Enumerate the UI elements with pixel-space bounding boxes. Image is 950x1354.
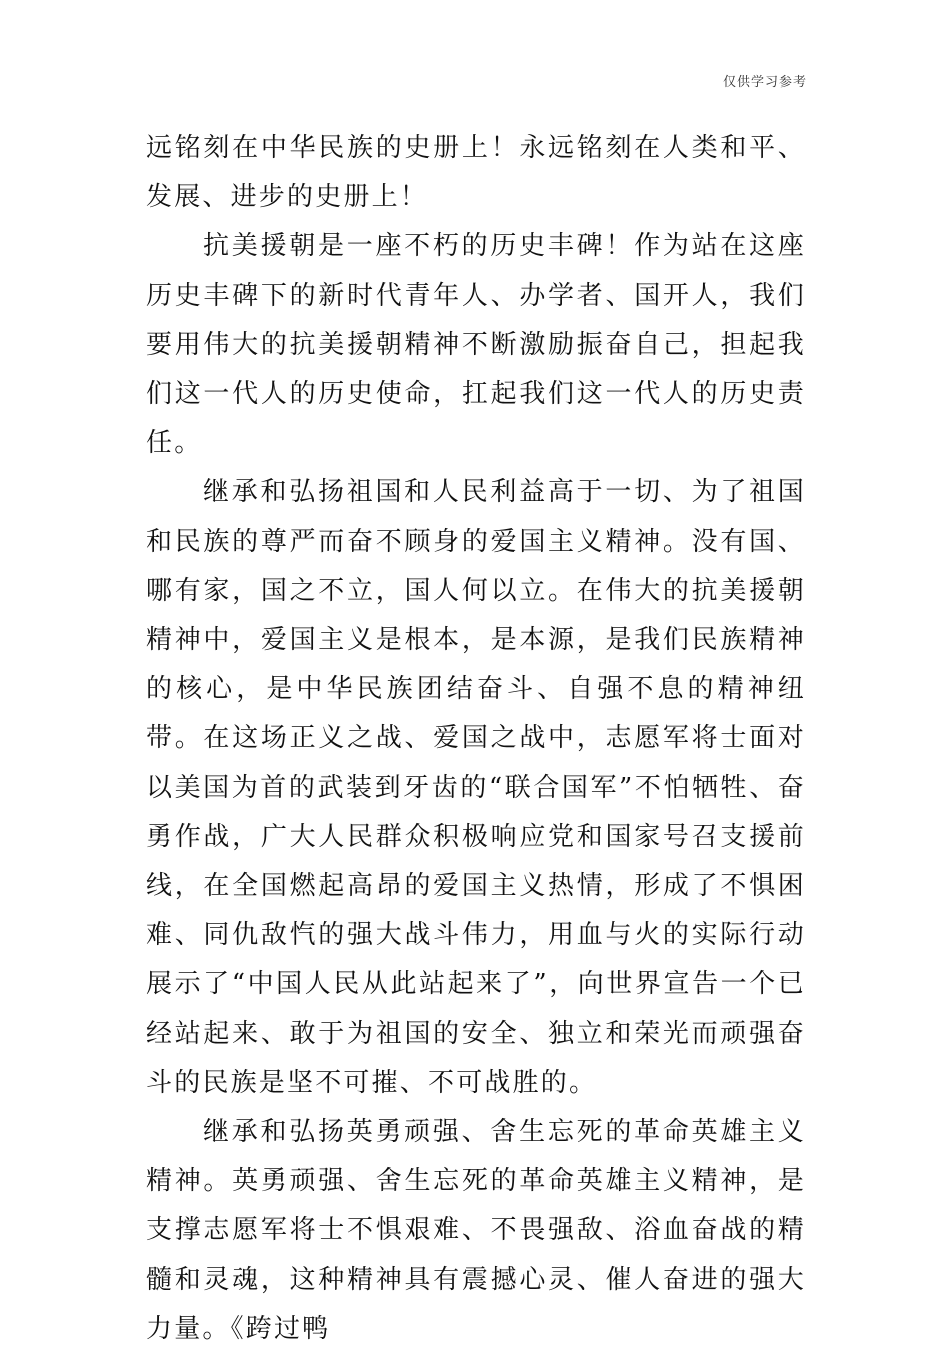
header-note: 仅供学习参考	[722, 75, 807, 90]
paragraph-3: 继承和弘扬祖国和人民利益高于一切、为了祖国和民族的尊严而奋不顾身的爱国主义精神。没有国、哪有家，国之不立，国人何以立。在伟大的抗美援朝精神中，爱国主义是根本，是本源，是我们民族精神的核心，是中华民族团结奋斗、自强不息的精神纽带。在这场正义之战、爱国之战中，志愿军将士面对以美国为首的武装到牙齿的“联合国军”不怕牺牲、奋勇作战，广大人民群众积极响应党和国家号召支援前线，在全国燃起高昂的爱国主义热情，形成了不惧困难、同仇敌忾的强大战斗伟力，用血与火的实际行动展示了“中国人民从此站起来了”，向世界宣告一个已经站起来、敢于为祖国的安全、独立和荣光而顽强奋斗的民族是坚不可摧、不可战胜的。	[146, 477, 806, 1098]
body-text	[146, 124, 806, 1354]
paragraph-1: 远铭刻在中华民族的史册上！永远铭刻在人类和平、发展、进步的史册上！	[146, 133, 806, 213]
paragraph-2: 抗美援朝是一座不朽的历史丰碑！作为站在这座历史丰碑下的新时代青年人、办学者、国开人，我们要用伟大的抗美援朝精神不断激励振奋自己，担起我们这一代人的历史使命，扛起我们这一代人的历史责任。	[146, 231, 806, 459]
paragraph-4: 继承和弘扬英勇顽强、舍生忘死的革命英雄主义精神。英勇顽强、舍生忘死的革命英雄主义精神，是支撑志愿军将士不惧艰难、不畏强敌、浴血奋战的精髓和灵魂，这种精神具有震撼心灵、催人奋进的强大力量。《跨过鸭	[146, 1117, 806, 1344]
